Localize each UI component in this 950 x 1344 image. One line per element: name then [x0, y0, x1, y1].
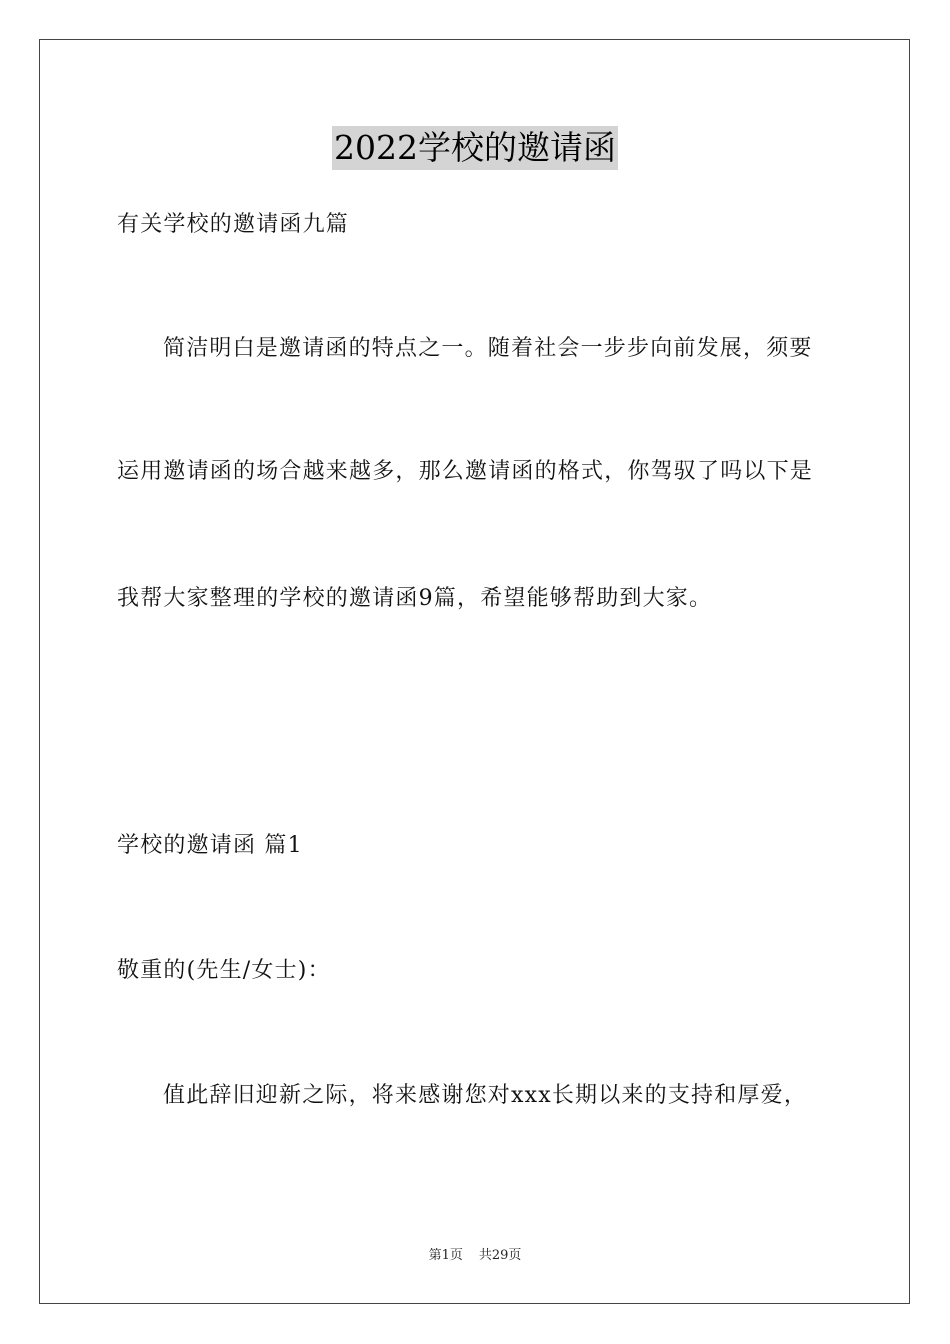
page-footer — [0, 1247, 950, 1265]
intro-line-3: 我帮大家整理的学校的邀请函9篇，希望能够帮助到大家。 — [117, 586, 713, 611]
intro-line-1: 简洁明白是邀请函的特点之一。随着社会一步步向前发展，须要 — [163, 336, 813, 361]
body-paragraph-line: 值此辞旧迎新之际，将来感谢您对xxx长期以来的支持和厚爱， — [163, 1083, 808, 1108]
document-subtitle: 有关学校的邀请函九篇 — [117, 212, 350, 237]
salutation: 敬重的(先生/女士)： — [117, 958, 331, 983]
page-number: 第1页 — [428, 1248, 463, 1263]
title-container — [0, 126, 950, 170]
section-heading: 学校的邀请函 篇1 — [117, 833, 303, 858]
intro-line-2: 运用邀请函的场合越来越多，那么邀请函的格式，你驾驭了吗以下是 — [117, 459, 814, 484]
document-title: 2022学校的邀请函 — [332, 126, 618, 170]
total-pages: 共29页 — [478, 1248, 522, 1263]
